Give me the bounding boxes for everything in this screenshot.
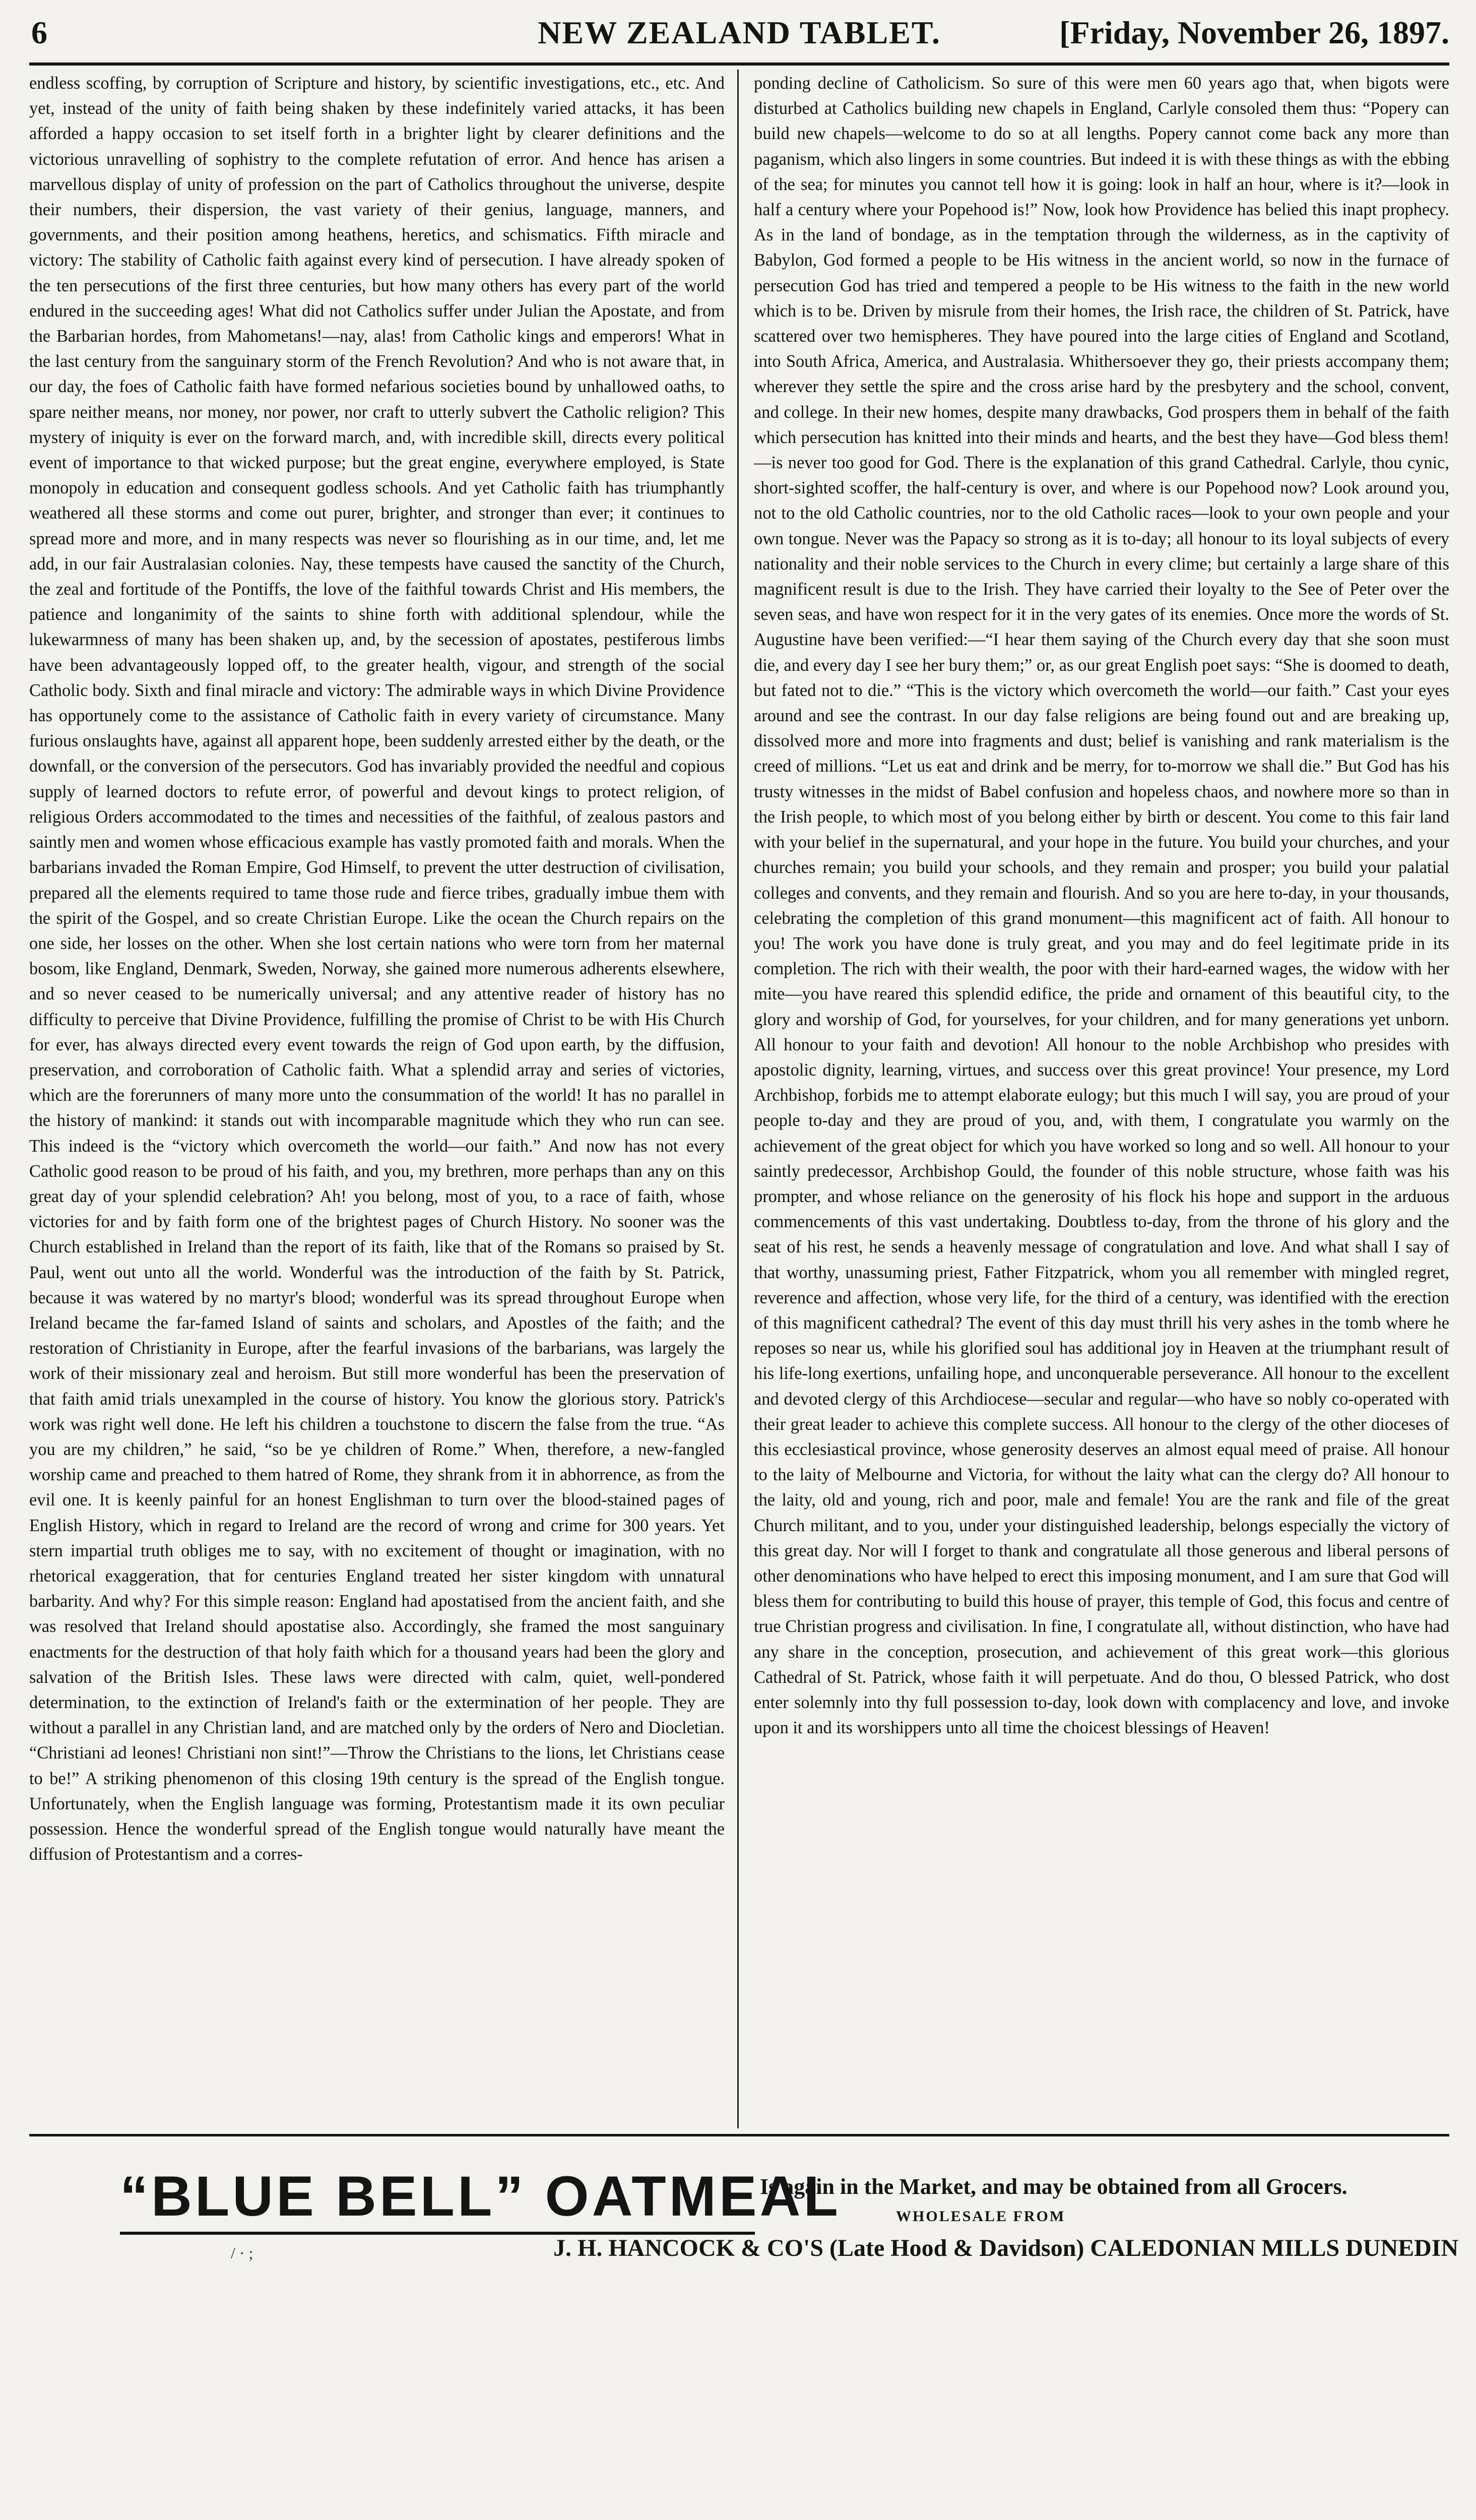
ad-product-name: “BLUE BELL” OATMEAL [120, 2165, 841, 2228]
page-number: 6 [31, 15, 47, 50]
article-text-left: endless scoffing, by corruption of Scripture and history, by scientific investigations, etc., etc. And yet, instead of the unity of faith being shaken by these indefinitely varied attacks, it has been afforded a happy occasion to set itself forth in a brighter light by clearer definitions and the victorious unravelling of sophistry to the complete refutation of error. And hence has arisen a marvellous display of unity of profession on the part of Catholics throughout the universe, despite their numbers, their dispersion, the vast variety of their genius, language, manners, and governments, and their position among heathens, heretics, and schismatics. Fifth miracle and victory: The stability of Catholic faith against every kind of persecution. I have already spoken of the ten persecutions of the first three centuries, but how many others has every part of the world endured in the succeeding ages! What did not Catholics suffer under Julian the Apostate, and from the Barbarian hordes, from Mahometans!—nay, alas! from Catholic kings and emperors! What in the last century from the sanguinary storm of the French Revolution? And who is not aware that, in our day, the foes of Catholic faith have formed nefarious societies bound by unhallowed oaths, to spare neither means, nor money, nor power, nor craft to utterly subvert the Catholic religion? This mystery of iniquity is ever on the forward march, and, with incredible skill, directs every political event of importance to that wicked purpose; but the great engine, everywhere employed, is State monopoly in education and consequent godless schools. And yet Catholic faith has triumphantly weathered all these storms and come out purer, brighter, and stronger than ever; it continues to spread more and more, and in many respects was never so flourishing as in our time, and, let me add, in our fair Australasian colonies. Nay, these tempests have caused the sanctity of the Church, the zeal and fortitude of the Pontiffs, the love of the faithful towards Christ and His members, the patience and longanimity of the saints to shine forth with additional splendour, while the lukewarmness of many has been shaken up, and, by the secession of apostates, pestiferous limbs have been advantageously lopped off, to the greater health, vigour, and strength of the social Catholic body. Sixth and final miracle and victory: The admirable ways in which Divine Providence has opportunely come to the assistance of Catholic faith in every variety of circumstance. Many furious onslaughts have, against all apparent hope, been suddenly arrested either by the death, or the downfall, or the conversion of the persecutors. God has invariably provided the needful and copious supply of learned doctors to refute error, of powerful and devout kings to protect religion, of religious Orders accommodated to the times and necessities of the faithful, of zealous pastors and saintly men and women whose efficacious example has vastly promoted faith and morals. When the barbarians invaded the Roman Empire, God Himself, to prevent the utter destruction of civilisation, prepared all the elements required to tame those rude and fierce tribes, gradually imbue them with the spirit of the Gospel, and so create Christian Europe. Like the ocean the Church repairs on the one side, her losses on the other. When she lost certain nations who were torn from her maternal bosom, like England, Denmark, Sweden, Norway, she gained more numerous adherents elsewhere, and so never ceased to be numerically universal; and any attentive reader of history has no difficulty to perceive that Divine Providence, fulfilling the promise of Christ to be with His Church for ever, has always directed every event towards the reign of God upon earth, by the diffusion, preservation, and corroboration of Catholic faith. What a splendid array and series of victories, which are the forerunners of many more unto the consummation of the world! It has no parallel in the history of mankind: it stands out with incomparable magnitude which they who run can see. This indeed is the “victory which overcometh the world—our faith.” And now has not every Catholic good reason to be proud of his faith, and you, my brethren, more perhaps than any on this great day of your splendid celebration? Ah! you belong, most of you, to a race of faith, whose victories for and by faith form one of the brightest pages of Church History. No sooner was the Church established in Ireland than the report of its faith, like that of the Romans so praised by St. Paul, went out unto all the world. Wonderful was the introduction of the faith by St. Patrick, because it was watered by no martyr's blood; wonderful was its spread throughout Europe when Ireland became the far-famed Island of saints and scholars, and Apostles of the faith; and the restoration of Christianity in Europe, after the fearful invasions of the barbarians, was largely the work of their missionary zeal and heroism. But still more wonderful has been the preservation of that faith amid trials unexampled in the course of history. You know the glorious story. Patrick's work was right well done. He left his children a touchstone to discern the false from the true. “As you are my children,” he said, “so be ye children of Rome.” When, therefore, a new-fangled worship came and preached to them hatred of Rome, they shrank from it in abhorrence, as from the evil one. It is keenly painful for an honest Englishman to turn over the blood-stained pages of English History, which in regard to Ireland are the record of wrong and crime for 300 years. Yet stern impartial truth obliges me to say, with no excitement of thought or imagination, with no rhetorical exaggeration, that for centuries England treated her sister kingdom with unnatural barbarity. And why? For this simple reason: England had apostatised from the ancient faith, and she was resolved that Ireland should apostatise also. Accordingly, she framed the most sanguinary enactments for the destruction of that holy faith which for a thousand years had been the glory and salvation of the British Isles. These laws were directed with calm, quiet, well-pondered determination, to the extinction of Ireland's faith or the extermination of her people. They are without a parallel in any Christian land, and are matched only by the orders of Nero and Diocletian. “Christiani ad leones! Christiani non sint!”—Throw the Christians to the lions, let Christians cease to be!” A striking phenomenon of this closing 19th century is the spread of the English tongue. Unfortunately, when the English language was forming, Protestantism made it its own peculiar possession. Hence the wonderful spread of the English tongue would naturally have meant the diffusion of Protestantism and a corres- [29, 74, 725, 1864]
advert-rule [29, 2134, 1449, 2136]
ad-tagline: Is again in the Market, and may be obtained from all Grocers. [760, 2174, 1347, 2199]
article-column-right [754, 71, 1449, 2127]
ad-printer-mark: / · ; [231, 2244, 253, 2262]
issue-date: [Friday, November 26, 1897. [1059, 15, 1449, 50]
article-column-left [29, 71, 725, 2127]
ad-supplier: J. H. HANCOCK & CO'S (Late Hood & Davidson) CALEDONIAN MILLS DUNEDIN [553, 2235, 1459, 2261]
newspaper-title: NEW ZEALAND TABLET. [538, 15, 941, 50]
masthead-rule [29, 62, 1449, 66]
masthead [29, 9, 1449, 59]
ad-wholesale-label: WHOLESALE FROM [896, 2208, 1066, 2225]
advertisement [29, 2142, 1459, 2404]
article-text-right: ponding decline of Catholicism. So sure of this were men 60 years ago that, when bigots were disturbed at Catholics building new chapels in England, Carlyle consoled them thus: “Popery can build new chapels—welcome to do so at all lengths. Popery cannot come back any more than paganism, which also lingers in some countries. But indeed it is with these things as with the ebbing of the sea; for minutes you cannot tell how it is going: look in half an hour, where is it?—look in half a century where your Popehood is!” Now, look how Providence has belied this inapt prophecy. As in the land of bondage, as in the temptation through the wilderness, as in the captivity of Babylon, God formed a people to be His witness in the ancient world, so now in the furnace of persecution God has tried and tempered a people to be His witness to the faith in the new world which is to be. Driven by misrule from their homes, the Irish race, the children of St. Patrick, have scattered over two hemispheres. They have poured into the large cities of England and Scotland, into South Africa, America, and Australasia. Whithersoever they go, their priests accompany them; wherever they settle the spire and the cross arise hard by the presbytery and the school, convent, and college. In their new homes, despite many drawbacks, God prospers them in behalf of the faith which persecution has knitted into their minds and hearts, and the best they have—God bless them!—is never too good for God. There is the explanation of this grand Cathedral. Carlyle, thou cynic, short-sighted scoffer, the half-century is over, and where is our Popehood now? Look around you, not to the old Catholic countries, nor to the old Catholic races—look to your own people and your own tongue. Never was the Papacy so strong as it is to-day; all honour to its loyal subjects of every nationality and their noble services to the Church in every clime; but certainly a large share of this magnificent result is due to the Irish. They have carried their loyalty to the See of Peter over the seven seas, and have won respect for it in the very gates of its enemies. Once more the words of St. Augustine have been verified:—“I hear them saying of the Church every day that she soon must die, and every day I see her bury them;” or, as our great English poet says: “She is doomed to death, but fated not to die.” “This is the victory which overcometh the world—our faith.” Cast your eyes around and see the contrast. In our day false religions are being found out and are breaking up, dissolved more and more into fragments and dust; belief is vanishing and rank materialism is the creed of millions. “Let us eat and drink and be merry, for to-morrow we shall die.” But God has his trusty witnesses in the midst of Babel confusion and hopeless chaos, and nowhere more so than in the Irish people, to which most of you belong either by birth or descent. You come to this fair land with your belief in the supernatural, and your hope in the future. You build your churches, and your churches remain; you build your schools, and they remain and prosper; you build your palatial colleges and convents, and they remain and flourish. And so you are here to-day, in your thousands, celebrating the completion of this grand monument—this magnificent act of faith. All honour to you! The work you have done is truly great, and you may and do feel legitimate pride in its completion. The rich with their wealth, the poor with their hard-earned wages, the widow with her mite—you have reared this splendid edifice, the pride and ornament of this beautiful city, to the glory and worship of God, for yourselves, for your children, and for many generations yet unborn. All honour to your faith and devotion! All honour to the noble Archbishop who presides with apostolic dignity, learning, virtues, and success over this great province! Your presence, my Lord Archbishop, forbids me to attempt elaborate eulogy; but this much I will say, you are proud of your people to-day and they are proud of you, and, with them, I congratulate you warmly on the achievement of the great object for which you have worked so long and so well. All honour to your saintly predecessor, Archbishop Gould, the founder of this noble structure, whose faith was his prompter, and whose reliance on the generosity of his flock his hope and support in the arduous commencements of this vast undertaking. Doubtless to-day, from the throne of his glory and the seat of his rest, he sends a heavenly message of congratulation and love. And what shall I say of that worthy, unassuming priest, Father Fitzpatrick, whom you all remember with mingled regret, reverence and affection, whose very life, for the third of a century, was identified with the erection of this magnificent cathedral? The event of this day must thrill his very ashes in the tomb where he reposes so near us, while his glorified soul has additional joy in Heaven at the triumphant result of his life-long exertions, unfailing hope, and unconquerable perseverance. All honour to the excellent and devoted clergy of this Archdiocese—secular and regular—who have so nobly co-operated with their great leader to achieve this complete success. All honour to the clergy of the other dioceses of this ecclesiastical province, whose generosity deserves an almost equal meed of praise. All honour to the laity of Melbourne and Victoria, for without the laity what can the clergy do? All honour to the laity, old and young, rich and poor, male and female! You are the rank and file of the great Church militant, and to you, under your distinguished leadership, belongs especially the victory of this great day. Nor will I forget to thank and congratulate all those generous and liberal persons of other denominations who have helped to erect this imposing monument, and I am sure that God will bless them for contributing to build this house of prayer, this temple of God, this focus and centre of true Christian progress and civilisation. In fine, I congratulate all, without distinction, who have had any share in the conception, prosecution, and achievement of this great work—this glorious Cathedral of St. Patrick, whose faith it will perpetuate. And do thou, O blessed Patrick, who dost enter solemnly into thy full possession to-day, look down with complacency and love, and invoke upon it and its worshippers unto all time the choicest blessings of Heaven! [754, 74, 1449, 1738]
column-divider [737, 70, 739, 2128]
